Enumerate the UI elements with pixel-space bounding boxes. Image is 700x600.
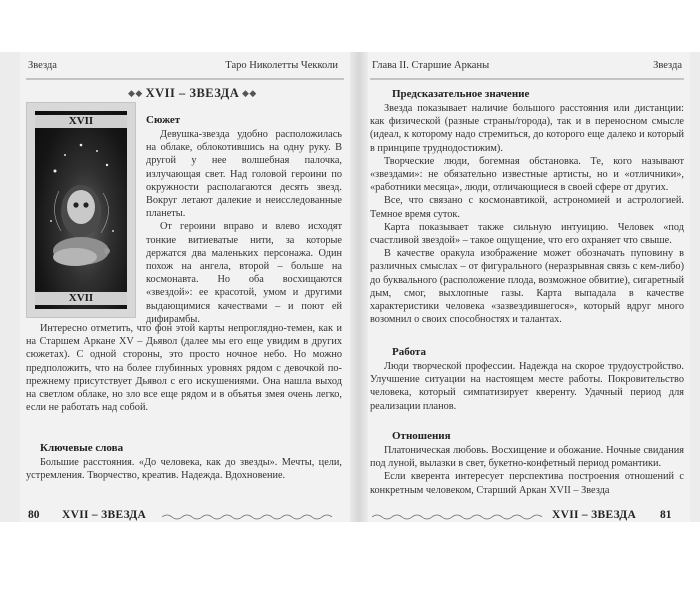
paragraph: Карта показывает также сильную интуицию. Человек «под счастливой звездой» – такое ощущение, что его охраняет что свыше. (370, 221, 684, 247)
section-heading-work: Работа (392, 346, 426, 358)
left-page (20, 52, 350, 522)
paragraph: Все, что связано с космонавтикой, астрономией и астрологией. Темное время суток. (370, 195, 684, 220)
work-text (370, 360, 684, 413)
plot-text-beside-card (146, 128, 342, 326)
plot-text-full (26, 322, 342, 414)
star-girl-illustration (35, 111, 127, 309)
right-footer-wave-ornament (372, 512, 548, 522)
section-heading-plot: Сюжет (146, 114, 181, 126)
paragraph: В качестве оракула изображение может обозначать пуповину в различных смыслах – от фигурального (неразрывная связь с кем-либо) до буквального (расположение плода, возможное обвитие), сигаретный дым, смог, выхлопные газы. Карта выпадала в качестве характеристики человека «зазвездившегося», который вдруг много возомнил о своих способностях и талантах. (370, 248, 684, 326)
paragraph: Люди творческой профессии. Надежда на скорое трудоустройство. Улучшение ситуации на настоящем месте работы. Покровительство человека, который симпатизирует кверенту. Удачный период для реализации планов. (370, 361, 684, 412)
right-running-head-right: Звезда (653, 60, 682, 71)
paragraph: Если кверента интересует перспектива построения отношений с конкретным человеком, Старший Аркан XVII – Звезда (370, 471, 684, 496)
section-heading-predictive: Предсказательное значение (392, 88, 530, 100)
card-number-top: XVII (35, 115, 127, 128)
paragraph: От героини вправо и влево исходят тонкие витиеватые нити, за которые держатся два маленьких персонажа. Один похож на ангела, второй – больше на космонавта. Но оба восхищаются «звездой»: ее красотой, умом и другими выдающимися качествами – и поют ей дифирамбы. (146, 221, 342, 325)
left-footer-wave-ornament (162, 512, 334, 522)
paragraph: Творческие люди, богемная обстановка. Те, кого называют «звездами»: не обязательно известные артисты, но и «отличники», «работники месяца», люди, отличающиеся в своей сфере от других. (370, 155, 684, 194)
right-page-number: 81 (660, 509, 672, 521)
left-page-number: 80 (28, 509, 40, 521)
keywords-text (26, 456, 342, 482)
left-footer-title: XVII – ЗВЕЗДА (62, 509, 147, 521)
paragraph: Платоническая любовь. Восхищение и обожание. Ночные свидания под луной, вылазки в свет, букетно-конфетный период романтики. (370, 445, 684, 470)
card-artwork (35, 111, 127, 309)
paragraph: Звезда показывает наличие большого расстояния или дистанции: как физической (разные страны/города), так и в переносном смысле (идеал, к которому надо стремиться, до которого еще далеко и который в принципе труднодостижим). (370, 103, 684, 154)
section-heading-keywords: Ключевые слова (40, 442, 124, 454)
card-number-bottom: XVII (35, 292, 127, 305)
right-page (368, 52, 690, 522)
left-running-head-right: Таро Николетты Чекколи (225, 60, 338, 71)
right-running-head-left: Глава II. Старшие Арканы (372, 60, 490, 71)
paragraph: Девушка-звезда удобно расположилась на облаке, облокотившись на одну руку. В другой у нее волшебная палочка, излучающая свет. Над головой героини по окружности располагаются десять звезд. Вокруг летают далекие и неисследованные планеты. (146, 129, 342, 220)
predictive-text (370, 102, 684, 326)
right-footer-title: XVII – ЗВЕЗДА (552, 509, 637, 521)
section-heading-relations: Отношения (392, 430, 451, 442)
tarot-card-image (26, 102, 136, 318)
left-header-rule (26, 76, 344, 82)
book-gutter (350, 52, 368, 522)
right-header-rule (370, 76, 684, 82)
ornament-icon: ◆◆ (128, 88, 146, 98)
left-running-head-left: Звезда (28, 60, 57, 71)
ornament-icon: ◆◆ (239, 88, 257, 98)
relations-text (370, 444, 684, 497)
paragraph: Интересно отметить, что фон этой карты непроглядно-темен, как и на Старшем Аркане XV – Дьявол (далее мы его еще увидим в других сюжетах). С одной стороны, это просто ночное небо. Но можно предположить, что на более глубинных уровнях рядом с девочкой по-прежнему присутствует Дьявол с его искушениями. Она нашла выход на светлом облаке, но зло все еще рядом и в объятья змея очень легко, если не работать над собой. (26, 323, 342, 414)
paragraph: Большие расстояния. «До человека, как до звезды». Мечты, цели, устремления. Творчество, креатив. Надежда. Вдохновение. (26, 457, 342, 482)
chapter-title-text: XVII – ЗВЕЗДА (145, 86, 240, 100)
chapter-title (128, 86, 257, 101)
